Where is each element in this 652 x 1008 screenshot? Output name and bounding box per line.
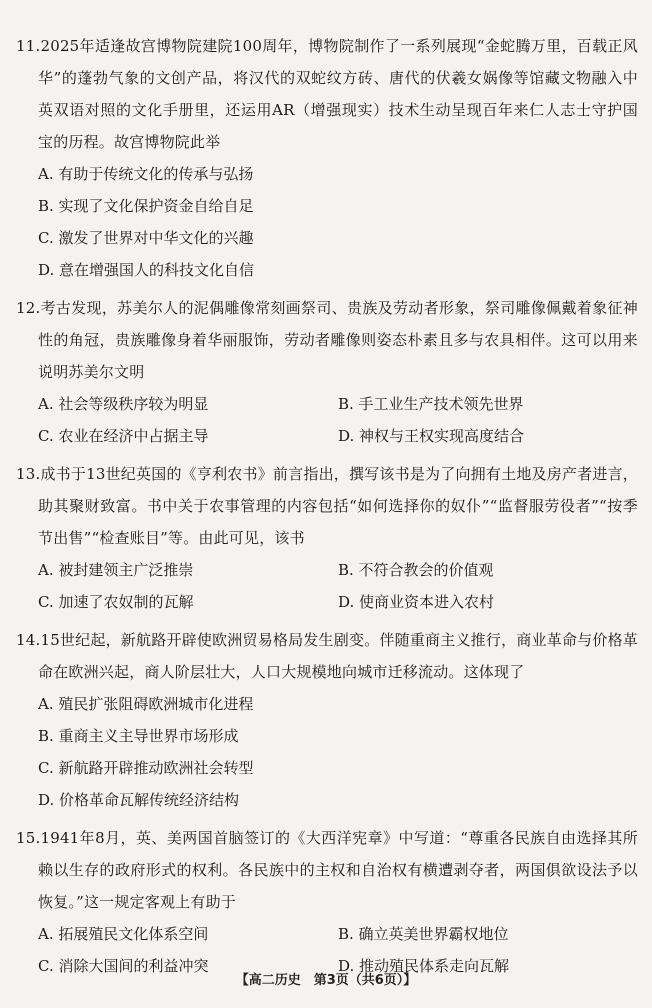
question-stem: 13.成书于13世纪英国的《亨利农书》前言指出，撰写该书是为了向拥有土地及房产者进言，助其聚财致富。书中关于农事管理的内容包括“如何选择你的奴仆”“监督服劳役者”“按季节出售”“检查账目”等。由此可见，该书 [16, 465, 638, 547]
option-a: A. 被封建领主广泛推崇 [38, 561, 194, 579]
page-footer: 【高二历史 第3页（共6页）】 [235, 973, 417, 988]
question-13 [16, 458, 638, 618]
question-stem: 14.15世纪起，新航路开辟使欧洲贸易格局发生剧变。伴随重商主义推行，商业革命与价格革命在欧洲兴起，商人阶层壮大，人口大规模地向城市迁移流动。这体现了 [16, 631, 638, 681]
option-c: C. 激发了世界对中华文化的兴趣 [38, 229, 254, 247]
option-b: B. 重商主义主导世界市场形成 [38, 727, 239, 745]
option-b: B. 不符合教会的价值观 [338, 561, 494, 579]
option-c: C. 新航路开辟推动欧洲社会转型 [38, 759, 254, 777]
option-c: C. 农业在经济中占据主导 [38, 427, 209, 445]
option-list [16, 158, 638, 286]
option-row [38, 388, 638, 420]
question-11 [16, 30, 638, 286]
question-stem: 12.考古发现，苏美尔人的泥偶雕像常刻画祭司、贵族及劳动者形象，祭司雕像佩戴着象征神性的角冠，贵族雕像身着华丽服饰，劳动者雕像则姿态朴素且多与农具相伴。这可以用来说明苏美尔文明 [16, 299, 638, 381]
option-b: B. 手工业生产技术领先世界 [338, 395, 524, 413]
option-d: D. 使商业资本进入农村 [338, 593, 495, 611]
option-b: B. 实现了文化保护资金自给自足 [38, 197, 254, 215]
option-d: D. 价格革命瓦解传统经济结构 [38, 791, 240, 809]
option-c: C. 消除大国间的利益冲突 [38, 957, 209, 975]
option-a: A. 有助于传统文化的传承与弘扬 [38, 165, 254, 183]
option-list [16, 554, 638, 618]
question-stem: 15.1941年8月，英、美两国首脑签订的《大西洋宪章》中写道：“尊重各民族自由选择其所赖以生存的政府形式的权利。各民族中的主权和自治权有横遭剥夺者，两国俱欲设法予以恢复。”这一规定客观上有助于 [16, 829, 638, 911]
option-row [38, 586, 638, 618]
option-d: D. 意在增强国人的科技文化自信 [38, 261, 255, 279]
option-row [38, 918, 638, 950]
option-a: A. 社会等级秩序较为明显 [38, 395, 209, 413]
option-b: B. 确立英美世界霸权地位 [338, 925, 509, 943]
option-list [16, 688, 638, 816]
option-list [16, 388, 638, 452]
option-d: D. 神权与王权实现高度结合 [338, 427, 525, 445]
question-15 [16, 822, 638, 982]
question-12 [16, 292, 638, 452]
option-a: A. 殖民扩张阻碍欧洲城市化进程 [38, 695, 254, 713]
option-row [38, 554, 638, 586]
option-a: A. 拓展殖民文化体系空间 [38, 925, 209, 943]
question-14 [16, 624, 638, 816]
option-c: C. 加速了农奴制的瓦解 [38, 593, 194, 611]
option-row [38, 420, 638, 452]
option-d: D. 推动殖民体系走向瓦解 [338, 957, 510, 975]
question-stem: 11.2025年适逢故宫博物院建院100周年，博物院制作了一系列展现“金蛇腾万里，百载正风华”的蓬勃气象的文创产品，将汉代的双蛇纹方砖、唐代的伏羲女娲像等馆藏文物融入中英双语对照的文化手册里，还运用AR（增强现实）技术生动呈现百年来仁人志士守护国宝的历程。故宫博物院此举 [16, 37, 638, 151]
